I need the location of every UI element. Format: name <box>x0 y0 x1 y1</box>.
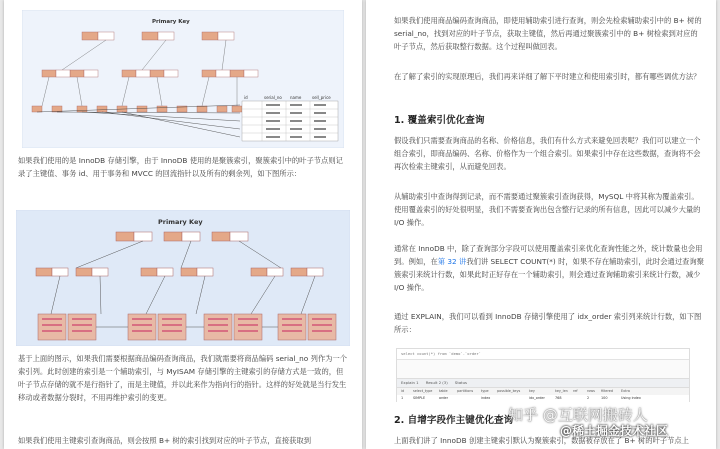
explain-cell-key: idx_order <box>529 396 545 400</box>
explain-col-key-len: key_len <box>555 389 568 393</box>
right-paragraph-5 <box>394 242 704 294</box>
explain-screenshot <box>396 348 690 402</box>
explain-col-ref: ref <box>573 389 578 393</box>
diagram1-header-serial: serial_no <box>264 95 282 100</box>
explain-col-possible-keys: possible_keys <box>497 389 521 393</box>
left-paragraph-1: 如果我们使用的是 InnoDB 存储引擎，由于 InnoDB 使用的是聚簇索引，聚簇索引中的叶子节点则记录了主键值、事务 id、用于事务和 MVCC 的回流指针以及所有的剩余列，如下图所示： <box>18 156 343 178</box>
explain-col-filtered: filtered <box>601 389 614 393</box>
explain-col-type: type <box>481 389 489 393</box>
right-paragraph-7: 上面我们讲了 InnoDB 创建主键索引默认为聚簇索引，数据被存放在了 B+ 树的叶子节点上 <box>394 436 689 445</box>
heading-covering-index: 1. 覆盖索引优化查询 <box>394 115 485 126</box>
explain-tab-3[interactable]: Status <box>454 380 468 385</box>
para5-text-before: 通常在 InnoDB 中，除了查询部分字段可以使用覆盖索引来优化查询性能之外，统计数量也会用到。例如，在 <box>394 244 703 266</box>
explain-cell-rows: 2 <box>587 396 590 400</box>
left-paragraph-2: 基于上面的图示，如果我们需要根据商品编码查询商品，我们就需要将商品编码 serial_no 列作为一个索引列。此时创建的索引是一个辅助索引，与 MyISAM 存储引擎的主键索引的存储方式是一致的，但叶子节点存储的就不是行指针了，而是主键值，并以此来作为指向行的指针。这样的好处就是当行发生移动或者数据分裂时，不用再维护索引的变更。 <box>18 354 348 402</box>
explain-header-row <box>397 388 689 395</box>
explain-col-select-type: select_type <box>413 389 433 393</box>
right-page <box>366 0 716 449</box>
explain-tab-2[interactable]: Result 2 (3) <box>425 380 448 385</box>
diagram1-title: Primary Key <box>152 19 190 25</box>
explain-col-partitions: partitions <box>457 389 474 393</box>
explain-cell-select-type: SIMPLE <box>413 396 426 400</box>
explain-cell-extra: Using index <box>621 396 641 400</box>
explain-cell-table: order <box>439 396 449 400</box>
right-paragraph-4: 从辅助索引中查询得到记录，而不需要通过聚簇索引查询获得，MySQL 中将其称为覆盖索引。使用覆盖索引的好处很明显，我们不需要查询出包含整行记录的所有信息，因此可以减少大量的 I/O 操作。 <box>394 192 701 227</box>
explain-col-rows: rows <box>587 389 595 393</box>
explain-cell-filtered: 100 <box>601 396 608 400</box>
explain-col-key: key <box>529 389 535 393</box>
zhihu-watermark: 知乎 @互联网搬砖人 <box>508 406 648 424</box>
explain-tab-1[interactable]: Explain 1 <box>401 380 419 385</box>
right-paragraph-1: 如果我们使用商品编码查询商品，即使用辅助索引进行查询，则会先检索辅助索引中的 B+ 树的 serial_no，找到对应的叶子节点，获取主键值，然后再通过聚簇索引中的 B+ 树检索到对应的叶子节点，然后获取整行数据。这个过程叫做回表。 <box>394 16 702 51</box>
right-paragraph-3: 假设我们只需要查询商品的名称、价格信息，我们有什么方式来避免回表呢？我们可以建立一个组合索引，即商品编码、名称、价格作为一个组合索引。如果索引中存在这些数据，查询将不会再次检索主键索引，从而避免回表。 <box>394 136 701 171</box>
right-paragraph-2: 在了解了索引的实现原理后，我们再来详细了解下平时建立和使用索引时，都有哪些调优方法？ <box>394 72 701 81</box>
explain-cell-type: index <box>481 396 491 400</box>
primary-key-diagram-1 <box>22 10 344 148</box>
explain-col-table: table <box>439 389 448 393</box>
explain-data-row <box>397 395 689 402</box>
diagram1-header-name: name <box>290 95 302 100</box>
left-paragraph-3: 如果我们使用主键索引查询商品，则会按照 B+ 树的索引找到对应的叶子节点，直接获取到 <box>18 436 312 445</box>
explain-col-extra: Extra <box>621 389 630 393</box>
diagram1-header-price: sell_price <box>312 95 331 100</box>
right-paragraph-6: 通过 EXPLAIN，我们可以看到 InnoDB 存储引擎使用了 idx_order 索引列来统计行数，如下图所示： <box>394 312 702 334</box>
diagram2-title: Primary Key <box>158 218 203 226</box>
lesson-32-link[interactable]: 第 32 讲 <box>437 257 467 266</box>
explain-cell-ref <box>573 395 587 402</box>
explain-query: select count(*) from `demo`.`order` <box>401 351 482 356</box>
juejin-watermark: @稀土掘金技术社区 <box>560 424 669 438</box>
left-page <box>4 0 362 449</box>
explain-cell-partitions <box>457 395 481 402</box>
explain-cell-key-len: 768 <box>555 396 562 400</box>
explain-cell-possible-keys <box>497 395 529 402</box>
diagram1-header-id: id <box>244 95 248 100</box>
para5-text-after: 我们讲 SELECT COUNT(*) 时，如果不存在辅助索引，此时会通过查询聚簇索引来统计行数，如果此时正好存在一个辅助索引，则会通过查询辅助索引来统计行数，减少 I/O 操作。 <box>394 257 705 292</box>
explain-col-id: id <box>401 389 405 393</box>
explain-cell-id: 1 <box>401 396 404 400</box>
heading-auto-increment: 2. 自增字段作主键优化查询 <box>394 415 514 426</box>
primary-key-diagram-2 <box>16 210 350 346</box>
